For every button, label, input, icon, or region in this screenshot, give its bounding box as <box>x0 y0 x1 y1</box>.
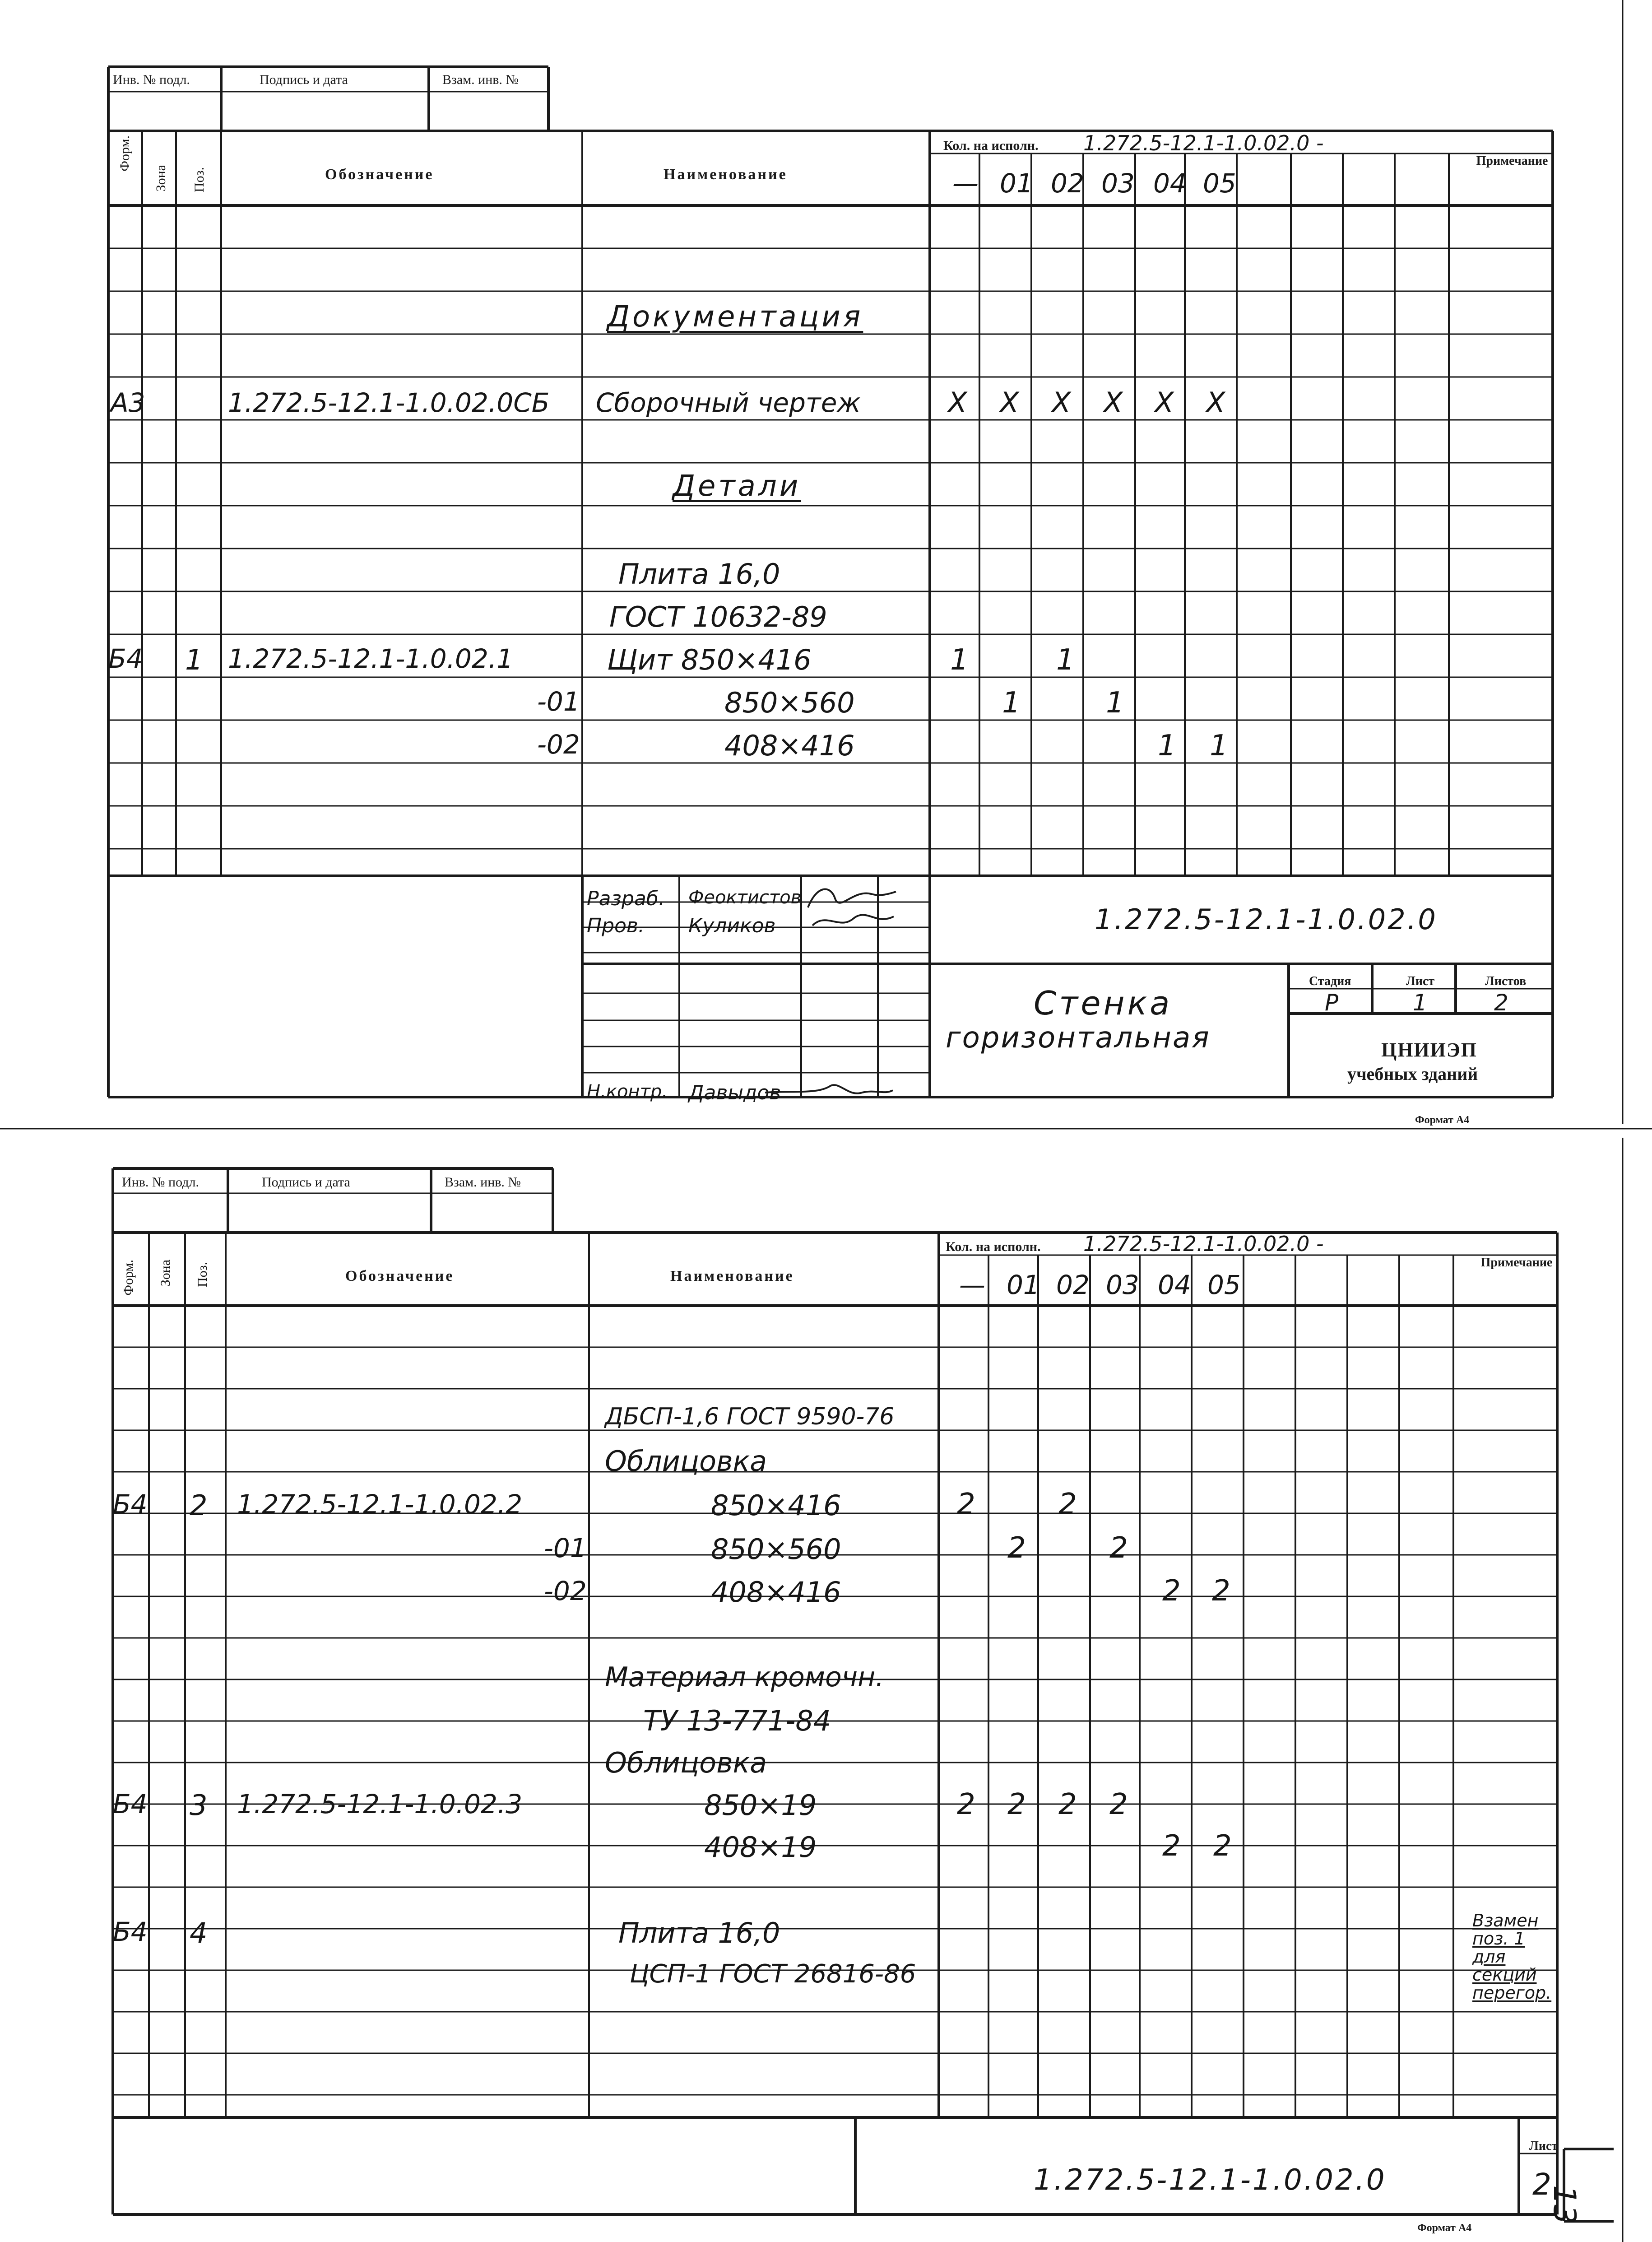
exec-col-2: 02 <box>1056 1270 1090 1300</box>
header-zone: Зона <box>158 1260 173 1287</box>
qty-cell: 2 <box>1162 1829 1181 1863</box>
row-name: Сборочный чертеж <box>596 387 861 418</box>
qty-cell: X <box>1052 386 1071 419</box>
qty-cell: 2 <box>1162 1574 1181 1608</box>
tb-sheets-label: Листов <box>1485 974 1527 988</box>
stamp-inv-label: Инв. № подл. <box>113 72 190 87</box>
tb-person: Феоктистов <box>688 887 802 908</box>
footer-sheet: 2 <box>1532 2167 1551 2202</box>
row-form: Б4 <box>113 1916 148 1947</box>
tb-sheet-label: Лист <box>1406 974 1435 988</box>
tb-org-sub: учебных зданий <box>1347 1064 1478 1084</box>
row-note: для <box>1472 1947 1506 1967</box>
row-name: Плита 16,0 <box>618 1916 780 1949</box>
row-form: Б4 <box>113 1789 148 1819</box>
row-name: 850×19 <box>704 1789 817 1822</box>
header-note: Примечание <box>1476 154 1548 168</box>
tb-role: Н.контр. <box>587 1081 668 1102</box>
row-pos: 1 <box>185 643 203 676</box>
qty-cell: 1 <box>1106 686 1124 720</box>
qty-cell: 1 <box>1210 729 1228 763</box>
tb-code: 1.272.5-12.1-1.0.02.0 <box>1095 903 1438 936</box>
tb-title-line2: горизонтальная <box>946 1021 1211 1055</box>
exec-col-2: 02 <box>1051 168 1084 199</box>
qty-cell: 2 <box>1213 1829 1232 1863</box>
row-designation: 1.272.5-12.1-1.0.02.0СБ <box>228 387 550 418</box>
stamp-sign-label: Подпись и дата <box>262 1175 350 1190</box>
row-form: Б4 <box>113 1489 148 1520</box>
exec-col-0: — <box>959 1270 985 1300</box>
qty-cell: X <box>1206 386 1225 419</box>
qty-cell: 1 <box>1158 729 1176 763</box>
tb-sheets: 2 <box>1494 990 1508 1016</box>
tb-role: Пров. <box>587 914 645 937</box>
row-note: секций <box>1472 1965 1537 1985</box>
signature-stamps <box>803 880 898 935</box>
row-name: Облицовка <box>605 1746 767 1779</box>
tb-stage-label: Стадия <box>1309 974 1351 988</box>
footer-code: 1.272.5-12.1-1.0.02.0 <box>1034 2163 1387 2197</box>
qty-cell: 2 <box>1007 1788 1026 1821</box>
tb-title-line1: Стенка <box>1034 984 1173 1022</box>
header-name: Наименование <box>670 1268 794 1284</box>
row-pos: 2 <box>190 1489 208 1522</box>
album-page-number: 13 <box>1546 2185 1582 2224</box>
stamp-vzam-label: Взам. инв. № <box>445 1175 521 1190</box>
header-form: Форм. <box>117 135 132 172</box>
section-heading: Детали <box>673 470 801 503</box>
qty-cell: X <box>1104 386 1123 419</box>
header-qty-caption: Кол. на исполн. <box>946 1239 1041 1254</box>
qty-cell: 1 <box>1002 686 1021 720</box>
header-qty-caption: Кол. на исполн. <box>943 138 1039 153</box>
header-designation: Обозначение <box>325 166 434 183</box>
qty-cell: 2 <box>1212 1574 1230 1608</box>
tb-person: Давыдов <box>688 1081 781 1104</box>
row-designation: -01 <box>544 1533 587 1563</box>
header-pos: Поз. <box>195 1262 210 1288</box>
format-label: Формат А4 <box>1415 1114 1470 1126</box>
header-name: Наименование <box>664 166 788 183</box>
row-name: ЦСП-1 ГОСТ 26816-86 <box>630 1959 916 1989</box>
row-note: Взамен <box>1472 1911 1539 1930</box>
section-heading: Документация <box>607 300 863 334</box>
row-name: 408×19 <box>704 1831 817 1864</box>
exec-col-3: 03 <box>1106 1270 1139 1300</box>
tb-person: Куликов <box>688 914 776 937</box>
signature-stamp <box>763 1077 894 1108</box>
row-designation: 1.272.5-12.1-1.0.02.2 <box>237 1489 523 1520</box>
row-designation: 1.272.5-12.1-1.0.02.3 <box>237 1789 523 1819</box>
header-qty-code: 1.272.5-12.1-1.0.02.0 - <box>1083 1232 1324 1256</box>
tb-role: Разраб. <box>587 887 665 910</box>
stamp-vzam-label: Взам. инв. № <box>442 72 519 87</box>
row-name: 850×560 <box>724 686 855 719</box>
qty-cell: 2 <box>1058 1488 1077 1521</box>
header-note: Примечание <box>1480 1256 1553 1270</box>
row-designation: -02 <box>544 1576 587 1606</box>
exec-col-5: 05 <box>1207 1270 1241 1300</box>
row-name: Материал кромочн. <box>605 1661 884 1693</box>
qty-cell: X <box>1155 386 1174 419</box>
exec-col-5: 05 <box>1203 168 1236 199</box>
qty-cell: 2 <box>1109 1531 1128 1565</box>
row-pos: 4 <box>190 1916 208 1949</box>
qty-cell: 2 <box>1007 1531 1026 1565</box>
exec-col-4: 04 <box>1158 1270 1191 1300</box>
tb-org: ЦНИИЭП <box>1381 1039 1477 1061</box>
row-name: 408×416 <box>711 1576 841 1609</box>
exec-col-1: 01 <box>1000 168 1033 199</box>
footer-sheet-label: Лист <box>1529 2139 1558 2153</box>
header-qty-code: 1.272.5-12.1-1.0.02.0 - <box>1083 131 1324 155</box>
qty-cell: 2 <box>957 1788 975 1821</box>
row-pos: 3 <box>190 1789 208 1822</box>
exec-col-1: 01 <box>1007 1270 1040 1300</box>
row-name: ГОСТ 10632-89 <box>609 600 827 633</box>
row-name: 850×416 <box>711 1489 841 1522</box>
row-note: перегор. <box>1472 1983 1552 2003</box>
header-designation: Обозначение <box>345 1268 455 1284</box>
row-name: 850×560 <box>711 1533 841 1566</box>
tb-stage: Р <box>1325 990 1339 1016</box>
row-name: Щит 850×416 <box>607 643 812 676</box>
header-form: Форм. <box>121 1260 136 1296</box>
qty-cell: 2 <box>957 1488 975 1521</box>
exec-col-4: 04 <box>1153 168 1187 199</box>
qty-cell: X <box>1000 386 1019 419</box>
qty-cell: 2 <box>1058 1788 1077 1821</box>
row-form: А3 <box>111 387 145 418</box>
qty-cell: X <box>948 386 967 419</box>
header-zone: Зона <box>153 165 168 192</box>
qty-cell: 2 <box>1109 1788 1128 1821</box>
stamp-sign-label: Подпись и дата <box>260 72 348 87</box>
row-note: поз. 1 <box>1472 1929 1525 1949</box>
stamp-inv-label: Инв. № подл. <box>122 1175 199 1190</box>
qty-cell: 1 <box>950 643 969 677</box>
row-designation: 1.272.5-12.1-1.0.02.1 <box>228 643 514 674</box>
tb-sheet: 1 <box>1413 990 1427 1016</box>
row-name: Плита 16,0 <box>618 558 780 591</box>
exec-col-0: — <box>952 168 979 199</box>
format-label: Формат А4 <box>1417 2222 1472 2234</box>
row-name: ТУ 13-771-84 <box>643 1704 831 1737</box>
row-name: Облицовка <box>605 1445 767 1478</box>
row-designation: -02 <box>537 729 580 760</box>
row-name: ДБСП-1,6 ГОСТ 9590-76 <box>605 1403 895 1430</box>
row-designation: -01 <box>537 686 580 717</box>
row-form: Б4 <box>108 643 143 674</box>
qty-cell: 1 <box>1056 643 1075 677</box>
row-name: 408×416 <box>724 729 855 762</box>
exec-col-3: 03 <box>1101 168 1135 199</box>
header-pos: Поз. <box>192 167 207 193</box>
